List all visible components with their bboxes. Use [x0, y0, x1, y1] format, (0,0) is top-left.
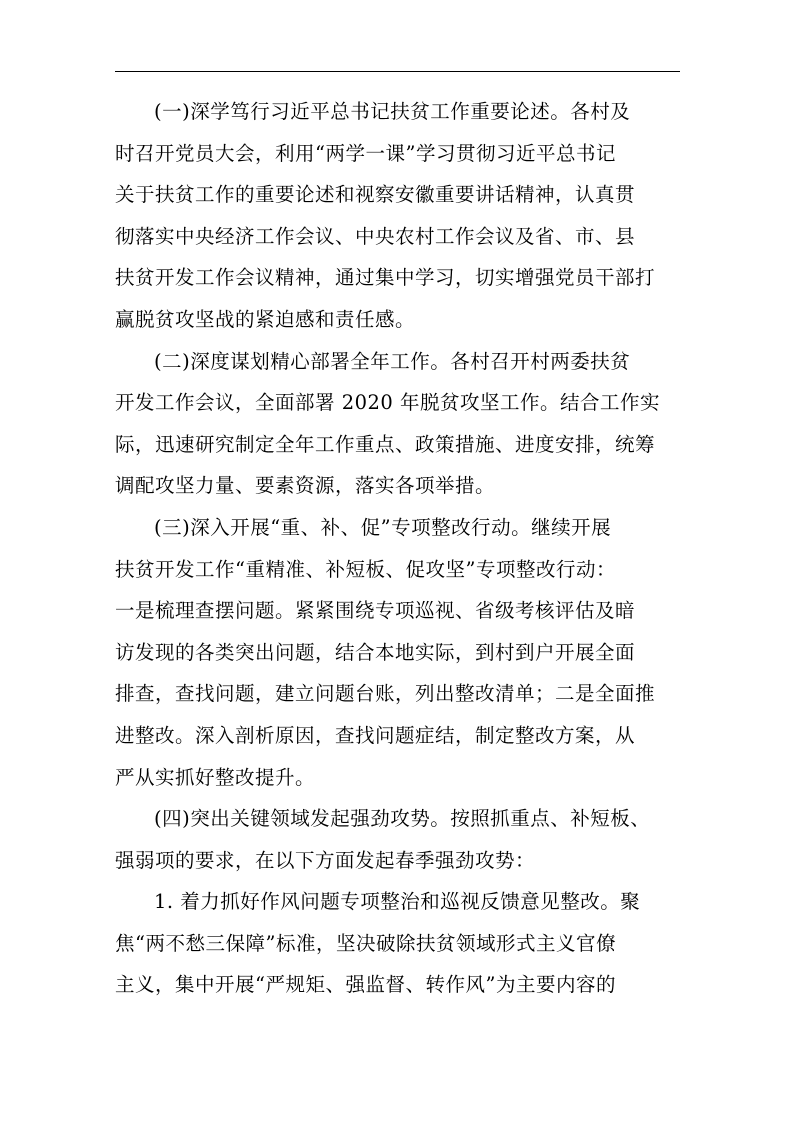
text-line: 赢脱贫攻坚战的紧迫感和责任感。: [115, 307, 416, 331]
paragraph-4: [115, 798, 685, 881]
text-line: (四)突出关键领域发起强劲攻势。按照抓重点、补短板、: [154, 807, 651, 831]
text-line: 关于扶贫工作的重要论述和视察安徽重要讲话精神，认真贯: [115, 183, 636, 207]
text-line: 进整改。深入剖析原因，查找问题症结，制定整改方案，从: [115, 723, 636, 747]
header-rule: [115, 71, 680, 72]
text-line: 扶贫开发工作“重精准、补短板、促攻坚”专项整改行动：: [115, 557, 616, 581]
text-line: (二)深度谋划精心部署全年工作。各村召开村两委扶贫: [154, 349, 631, 373]
text-line: 1. 着力抓好作风问题专项整治和巡视反馈意见整改。聚: [154, 890, 641, 914]
text-line: 扶贫开发工作会议精神，通过集中学习，切实增强党员干部打: [115, 266, 656, 290]
text-line: 开发工作会议，全面部署 2020 年脱贫攻坚工作。结合工作实: [115, 391, 661, 415]
text-line: 一是梳理查摆问题。紧紧围绕专项巡视、省级考核评估及暗: [115, 599, 636, 623]
text-line: 排查，查找问题，建立问题台账，列出整改清单；二是全面推: [115, 682, 656, 706]
text-line: 调配攻坚力量、要素资源，落实各项举措。: [115, 474, 496, 498]
document-body: [115, 91, 685, 1006]
text-line: 强弱项的要求，在以下方面发起春季强劲攻势：: [115, 848, 536, 872]
paragraph-3: [115, 507, 685, 798]
text-line: 焦“两不愁三保障”标准，坚决破除扶贫领域形式主义官僚: [115, 931, 616, 955]
text-line: (三)深入开展“重、补、促”专项整改行动。继续开展: [154, 515, 612, 539]
text-line: 彻落实中央经济工作会议、中央农村工作会议及省、市、县: [115, 224, 636, 248]
paragraph-2: [115, 341, 685, 507]
text-line: 主义，集中开展“严规矩、强监督、转作风”为主要内容的: [115, 973, 616, 997]
text-line: 访发现的各类突出问题，结合本地实际，到村到户开展全面: [115, 640, 636, 664]
text-line: (一)深学笃行习近平总书记扶贫工作重要论述。各村及: [154, 100, 631, 123]
text-line: 际，迅速研究制定全年工作重点、政策措施、进度安排，统筹: [115, 432, 656, 456]
paragraph-5: [115, 881, 685, 1006]
text-line: 时召开党员大会，利用“两学一课”学习贯彻习近平总书记: [115, 141, 616, 165]
text-line: 严从实抓好整改提升。: [115, 765, 316, 789]
paragraph-1: [115, 91, 685, 341]
